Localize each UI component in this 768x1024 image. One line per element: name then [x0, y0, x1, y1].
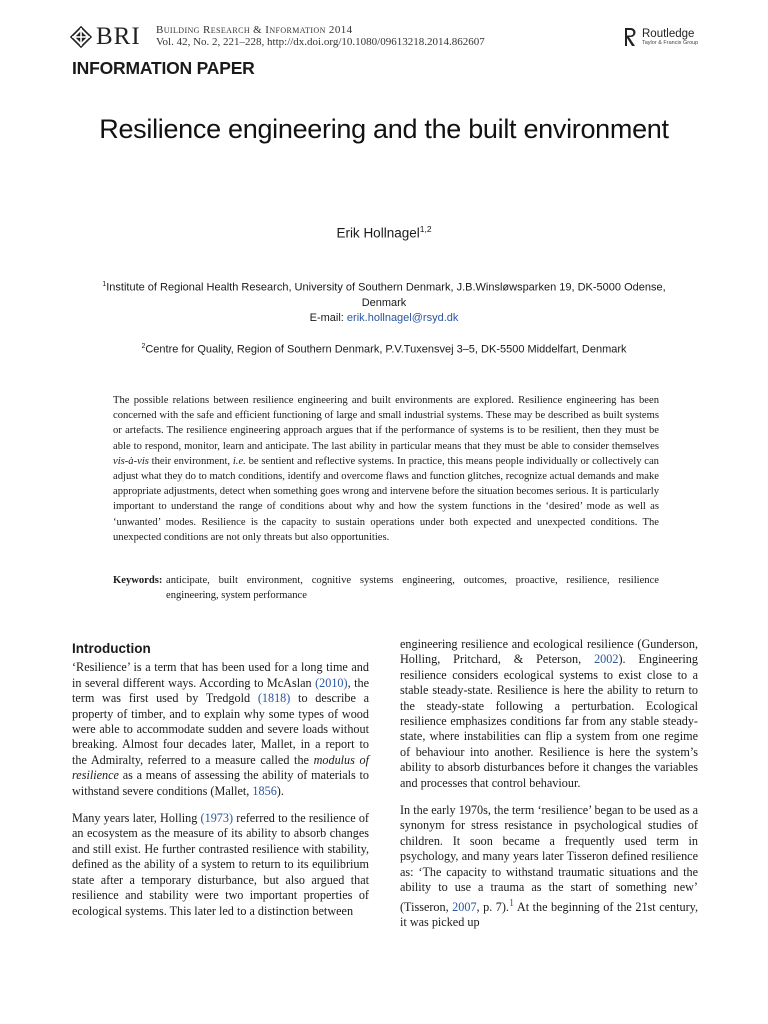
publisher-logo	[624, 26, 698, 48]
abstract-text: their environment,	[148, 455, 233, 467]
para-text: referred to the resilience of an ecosystem as the measure of its ability to absorb changes and still exist. He further contrasted resilience with stability, defined as the ability of a system to return to its equilibrium state after a temporary disturbance, but also argued that resilience and stability were two important properties of ecological systems. This later led to a distinction between	[72, 811, 369, 918]
para-text: ‘Resilience’ is a term that has been used for a long time and in several different ways. According to McAslan	[72, 660, 369, 690]
affil-mark: 2	[141, 343, 146, 350]
paragraph	[400, 803, 698, 930]
email-link[interactable]: erik.hollnagel@rsyd.dk	[346, 311, 459, 324]
para-text: At the beginning of the 21st century, it was picked up	[400, 899, 698, 929]
journal-details: Vol. 42, No. 2, 221–228, http://dx.doi.org/10.1080/09613218.2014.862607	[156, 36, 485, 48]
abstract-emphasis: i.e.	[232, 455, 246, 467]
citation-link[interactable]: (1818)	[257, 691, 291, 706]
affiliation-2	[80, 339, 688, 358]
para-emphasis: modulus of resilience	[72, 752, 369, 783]
paragraph	[400, 637, 698, 791]
keywords-label: Keywords:	[113, 575, 163, 586]
paragraph	[72, 811, 369, 919]
email-label: E-mail:	[309, 311, 344, 324]
para-text: , p. 7).	[476, 899, 509, 914]
abstract-text: be sentient and reflective systems. In practice, this means people individually or collectively can adjust what they do to match conditions, identify and overcome flaws and function glitches, recognize actual demands and make appropriate adjustments, detect when something goes wrong and intervene before the situation becomes serious. It is particularly important to understand the range of conditions about why and how the system functions in the ‘desired’ mode as well as ‘unwanted’ modes. Resilience is the capacity to sustain operations under both expected and unexpected conditions. The unexpected conditions are not only threats but also opportunities.	[113, 455, 660, 543]
routledge-icon	[624, 26, 638, 48]
para-text: ).	[276, 783, 284, 798]
affil-mark: 1	[102, 281, 107, 288]
footnote-link[interactable]: 1	[508, 897, 515, 909]
body-column-left	[72, 641, 369, 919]
para-text: ). Engineering resilience considers ecological systems to exist close to a stable steady-state. Resilience is here the ability to return to the steady-state following a perturbation. Ecological resilience emphasizes conditions far from any stable steady-state, where instabilities can flip a system from one regime of behaviour into another. Resilience is here the system’s ability to absorb disturbances before it changes the variables and processes that control behaviour.	[400, 652, 698, 790]
journal-logo	[70, 24, 141, 49]
body-column-right	[400, 637, 698, 930]
section-label: INFORMATION PAPER	[72, 58, 255, 78]
journal-citation	[156, 24, 485, 48]
para-text: In the early 1970s, the term ‘resilience’ began to be used as a synonym for stress resistance in psychological studies of children. It soon became a frequently used term in psychology, and many years later Tisseron defined resilience as: ‘The capacity to withstand traumatic situations and the ability to use a trauma as the start of something new’ (Tisseron,	[400, 803, 698, 914]
affil-text: Institute of Regional Health Research, University of Southern Denmark, J.B.Winsløwsparken 19, DK-5000 Odense, Denmark	[106, 281, 666, 309]
affiliation-1	[80, 277, 688, 326]
citation-link[interactable]: 1856	[252, 783, 277, 798]
author-line	[0, 224, 768, 241]
section-heading: Introduction	[72, 641, 151, 656]
abstract-text: The possible relations between resilience engineering and built environments are explored. Resilience engineering has been concerned with the safe and efficient functioning of large and small industrial systems. These may be described as built systems or artefacts. The resilience engineering approach argues that if the performance of systems is to be resilient, then they must be able to respond, monitor, learn and anticipate. The last ability in particular means that they must be able to consider themselves	[113, 395, 659, 452]
citation-link[interactable]: (1973)	[200, 811, 234, 826]
abstract-emphasis: vis-à-vis	[113, 455, 149, 467]
logo-text: BRI	[96, 23, 141, 50]
para-text: as a means of assessing the ability of materials to withstand severe conditions (Mallet,	[72, 768, 369, 798]
author-affil-marks: 1,2	[419, 224, 432, 234]
paragraph	[72, 660, 369, 799]
keywords-text: anticipate, built environment, cognitive systems engineering, outcomes, proactive, resilience, resilience engineering, system performance	[166, 575, 659, 601]
author-name: Erik Hollnagel	[336, 225, 420, 241]
journal-name: Building Research & Information 2014	[156, 24, 353, 36]
para-text: to describe a property of timber, and to explain why some types of wood were able to accommodate sudden and severe loads without breaking. Almost four decades later, Mallet, in a report to the Admiralty, referred to a measure called the	[72, 691, 369, 767]
citation-link[interactable]: 2002	[594, 652, 619, 667]
publisher-sub: Taylor & Francis Group	[642, 39, 699, 46]
abstract	[113, 393, 659, 545]
para-text: Many years later, Holling	[72, 811, 201, 826]
para-text: engineering resilience and ecological resilience (Gunderson, Holling, Pritchard, & Peterson,	[400, 637, 698, 667]
citation-link[interactable]: 2007	[452, 899, 477, 914]
citation-link[interactable]: (2010)	[315, 675, 348, 690]
keywords	[113, 573, 659, 603]
article-title: Resilience engineering and the built environment	[99, 114, 669, 144]
para-text: , the term was first used by Tredgold	[72, 675, 370, 706]
affil-text: Centre for Quality, Region of Southern Denmark, P.V.Tuxensvej 3–5, DK-5500 Middelfart, Denmark	[145, 343, 627, 356]
bri-logo-icon	[70, 26, 92, 48]
publisher-name: Routledge	[642, 27, 695, 40]
